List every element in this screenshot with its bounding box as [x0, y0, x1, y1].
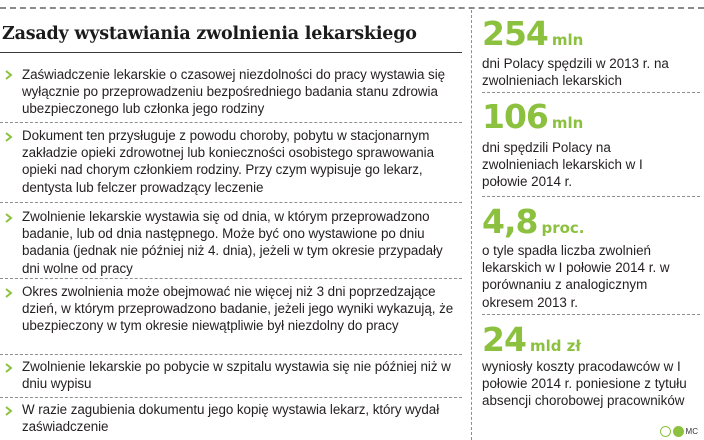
- stat-figure: [482, 97, 583, 136]
- rule-item: [0, 354, 462, 398]
- stat-number: 24: [482, 320, 526, 359]
- rule-text: Zwolnienie lekarskie wystawia się od dnia, w którym przeprowadzono badanie, lub od dnia następnego. Może być ono wystawione po dniu badania (jednak nie później niż 4. dnia), jeżeli w tym okresie przypadały dni wolne od pracy: [22, 209, 443, 276]
- rule-text: Zwolnienie lekarskie po pobycie w szpitalu wystawia się nie później niż w dniu wypisu: [22, 359, 451, 392]
- stats-column: [476, 0, 704, 440]
- stat-unit: proc.: [541, 219, 585, 237]
- arrow-bullet-icon: [3, 362, 15, 374]
- stat-unit: mln: [551, 114, 584, 132]
- stat-figure: [482, 14, 583, 53]
- rule-text: Zaświadczenie lekarskie o czasowej niezdolności do pracy wystawia się wyłącznie po przeprowadzeniu bezpośredniego badania stanu zdrowia ubezpieczonego lub członka jego rodziny: [22, 67, 446, 117]
- stat-number: 106: [482, 97, 548, 136]
- stat-description: o tyle spadła liczba zwolnień lekarskich w I połowie 2014 r. w porównaniu z analogicznym okresem 2013 r.: [482, 243, 670, 310]
- stat-number: 254: [482, 14, 548, 53]
- stat-block: [482, 92, 700, 197]
- stat-description: dni spędzili Polacy na zwolnieniach lekarskich w I połowie 2014 r.: [482, 140, 643, 190]
- page-title: Zasady wystawiania zwolnienia lekarskiego: [2, 24, 417, 44]
- author-initials: MC: [685, 427, 698, 436]
- column-divider: [471, 10, 472, 440]
- stat-unit: mld zł: [529, 337, 581, 355]
- rule-item: [0, 397, 462, 437]
- title-underline: [0, 52, 462, 53]
- arrow-bullet-icon: [3, 69, 15, 81]
- stat-number: 4,8: [482, 202, 538, 241]
- credit: [660, 426, 698, 437]
- rule-text: Okres zwolnienia może obejmować nie więcej niż 3 dni poprzedzające dzień, w którym przeprowadzono badanie, jeżeli jego wyniki wykazują, że ubezpieczony w tym okresie niewątpliwie był niezdolny do pracy: [22, 284, 454, 334]
- stat-description: wyniosły koszty pracodawców w I połowie 2014 r. poniesione z tytułu absencji chorobowej pracowników: [482, 359, 687, 409]
- arrow-bullet-icon: [3, 131, 15, 143]
- cc-license-icon: [660, 426, 671, 437]
- rule-text: Dokument ten przysługuje z powodu choroby, pobytu w stacjonarnym zakładzie opieki zdrowotnej lub konieczności osobistego sprawowania opieki nad chorym członkiem rodziny. Przy czym wypisuje go lekarz, dentysta lub felczer prowadzący leczenie: [22, 128, 434, 195]
- stat-figure: [482, 202, 585, 241]
- stat-block: [482, 314, 700, 434]
- arrow-bullet-icon: [3, 405, 15, 417]
- by-license-icon: [673, 426, 684, 437]
- rule-item: [0, 202, 462, 279]
- arrow-bullet-icon: [3, 212, 15, 224]
- rule-item: [0, 122, 462, 203]
- stat-block: [482, 196, 700, 315]
- arrow-bullet-icon: [3, 287, 15, 299]
- rule-item: [0, 60, 462, 123]
- stat-description: dni Polacy spędzili w 2013 r. na zwolnieniach lekarskich: [482, 56, 669, 89]
- rule-item: [0, 278, 462, 355]
- rule-text: W razie zagubienia dokumentu jego kopię wystawia lekarz, który wydał zaświadczenie: [22, 402, 440, 435]
- stat-figure: [482, 320, 581, 359]
- stat-unit: mln: [551, 31, 584, 49]
- stat-block: [482, 14, 700, 93]
